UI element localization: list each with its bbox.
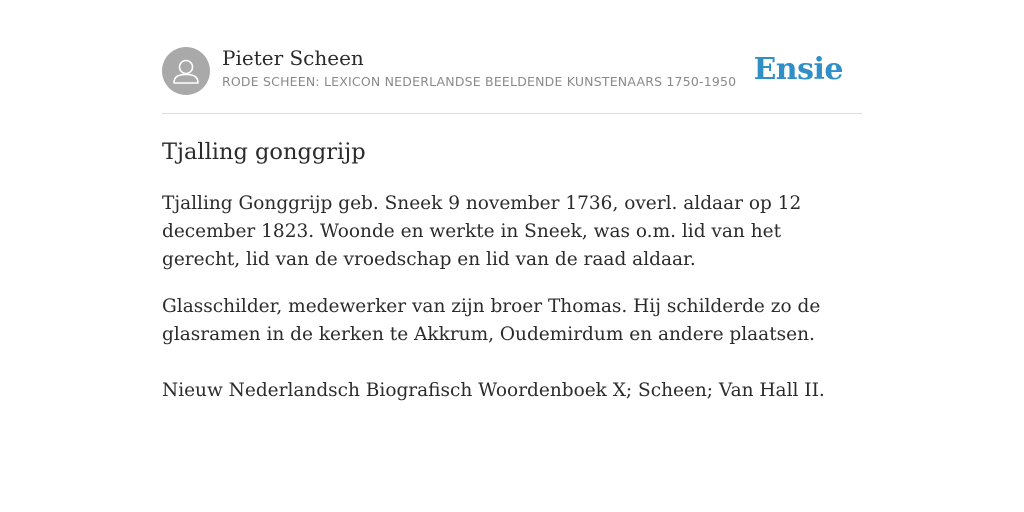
- article-paragraph: Glasschilder, medewerker van zijn broer Thomas. Hij schilderde zo de glasramen in de kerken te Akkrum, Oudemirdum en andere plaatsen.: [162, 296, 821, 345]
- author-name-link[interactable]: Pieter Scheen: [222, 46, 364, 70]
- ensie-logo[interactable]: Ensie: [753, 52, 843, 87]
- article-title: Tjalling gonggrijp: [162, 139, 366, 165]
- author-avatar[interactable]: [162, 47, 210, 95]
- article-header: [162, 44, 862, 114]
- article-paragraph: Tjalling Gonggrijp geb. Sneek 9 november 1736, overl. aldaar op 12 december 1823. Woonde en werkte in Sneek, was o.m. lid van het gerecht, lid van de vroedschap en lid van de raad aldaar.: [162, 193, 802, 270]
- author-info: [222, 44, 736, 92]
- source-label[interactable]: RODE SCHEEN: LEXICON NEDERLANDSE BEELDENDE KUNSTENAARS 1750-1950: [222, 74, 737, 89]
- article-body: [162, 190, 862, 405]
- user-silhouette-icon: [162, 47, 210, 95]
- article-references: Nieuw Nederlandsch Biografisch Woordenboek X; Scheen; Van Hall II.: [162, 380, 825, 401]
- article-card: [162, 44, 862, 424]
